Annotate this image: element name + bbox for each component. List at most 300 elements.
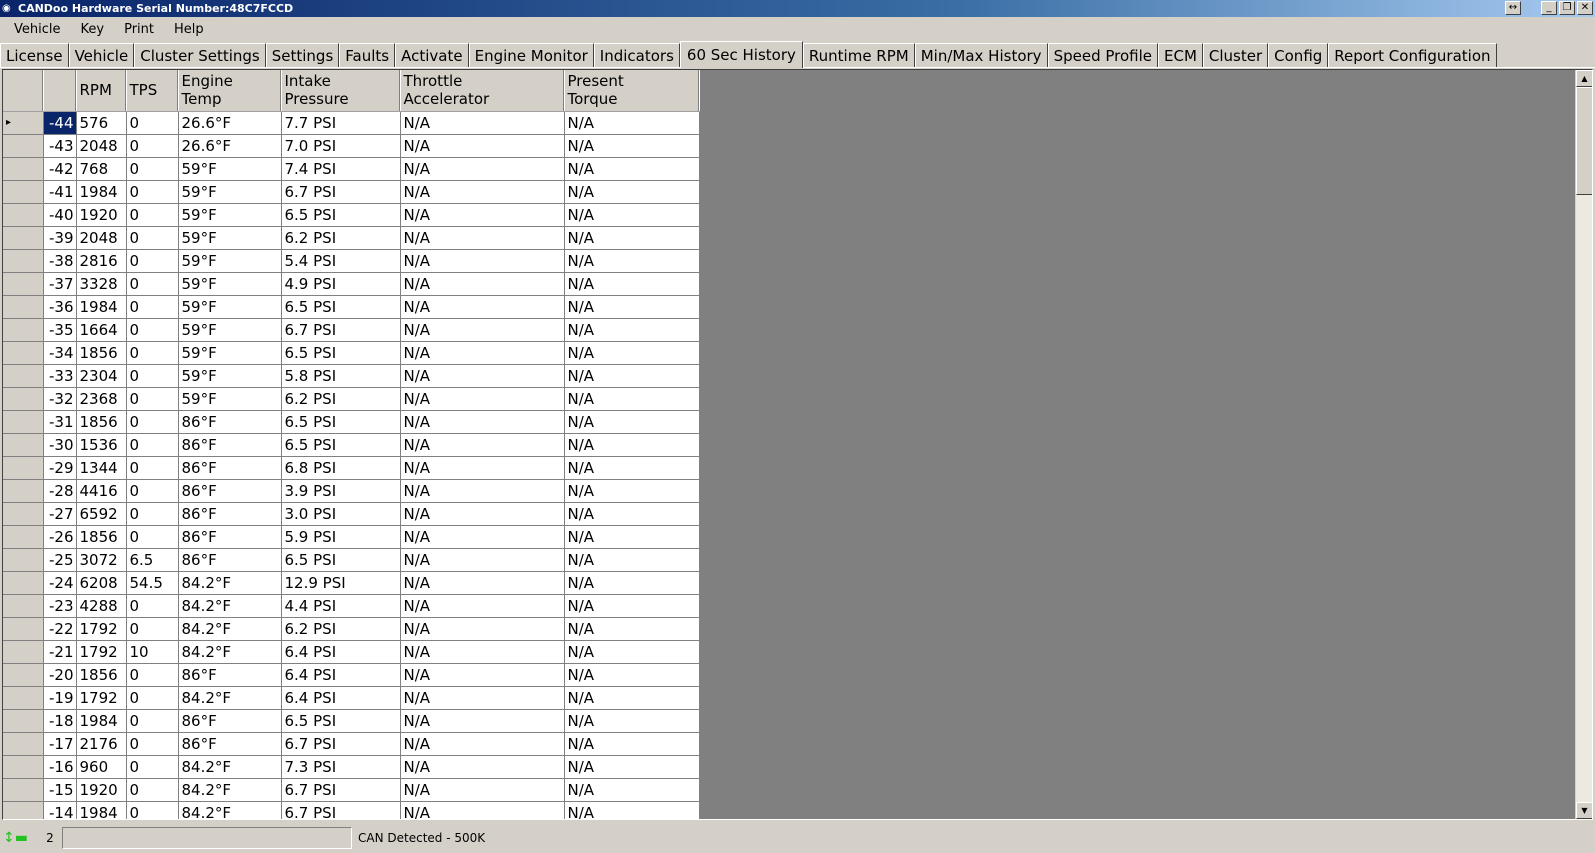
table-cell[interactable]: 0: [126, 755, 178, 778]
table-cell[interactable]: 0: [126, 709, 178, 732]
table-cell[interactable]: 26.6°F: [178, 134, 281, 157]
table-cell[interactable]: 6.7 PSI: [281, 778, 400, 801]
table-cell[interactable]: 86°F: [178, 548, 281, 571]
table-cell[interactable]: 960: [76, 755, 126, 778]
table-cell[interactable]: -30: [43, 433, 76, 456]
table-cell[interactable]: 6208: [76, 571, 126, 594]
table-row[interactable]: [3, 571, 699, 594]
table-cell[interactable]: 12.9 PSI: [281, 571, 400, 594]
table-cell[interactable]: 6.4 PSI: [281, 663, 400, 686]
row-selector[interactable]: [3, 571, 43, 594]
table-row[interactable]: [3, 249, 699, 272]
row-selector[interactable]: [3, 755, 43, 778]
table-row[interactable]: [3, 709, 699, 732]
tab-indicators[interactable]: Indicators: [594, 43, 680, 67]
table-cell[interactable]: 2048: [76, 226, 126, 249]
table-cell[interactable]: N/A: [400, 433, 564, 456]
table-cell[interactable]: 84.2°F: [178, 778, 281, 801]
table-cell[interactable]: 0: [126, 111, 178, 134]
table-cell[interactable]: N/A: [400, 640, 564, 663]
table-cell[interactable]: N/A: [400, 755, 564, 778]
table-cell[interactable]: 59°F: [178, 341, 281, 364]
table-cell[interactable]: 59°F: [178, 318, 281, 341]
table-row[interactable]: [3, 433, 699, 456]
table-cell[interactable]: -18: [43, 709, 76, 732]
table-cell[interactable]: -44: [43, 111, 76, 134]
table-cell[interactable]: N/A: [400, 617, 564, 640]
table-cell[interactable]: N/A: [400, 571, 564, 594]
table-cell[interactable]: -22: [43, 617, 76, 640]
table-row[interactable]: [3, 203, 699, 226]
tab-engine-monitor[interactable]: Engine Monitor: [469, 43, 594, 67]
row-selector[interactable]: [3, 272, 43, 295]
table-cell[interactable]: 86°F: [178, 663, 281, 686]
column-header[interactable]: Throttle Accelerator: [400, 70, 564, 111]
tab-license[interactable]: License: [0, 43, 69, 67]
table-cell[interactable]: 1920: [76, 203, 126, 226]
table-cell[interactable]: 0: [126, 295, 178, 318]
table-cell[interactable]: N/A: [400, 801, 564, 820]
row-selector[interactable]: [3, 456, 43, 479]
table-cell[interactable]: 6592: [76, 502, 126, 525]
table-cell[interactable]: 59°F: [178, 249, 281, 272]
row-selector[interactable]: [3, 617, 43, 640]
table-cell[interactable]: 59°F: [178, 157, 281, 180]
table-cell[interactable]: 86°F: [178, 433, 281, 456]
table-cell[interactable]: N/A: [564, 502, 699, 525]
row-selector[interactable]: [3, 134, 43, 157]
table-cell[interactable]: -24: [43, 571, 76, 594]
row-selector[interactable]: [3, 778, 43, 801]
row-selector[interactable]: [3, 295, 43, 318]
table-row[interactable]: [3, 525, 699, 548]
table-cell[interactable]: 6.4 PSI: [281, 686, 400, 709]
table-cell[interactable]: 0: [126, 249, 178, 272]
table-cell[interactable]: 0: [126, 686, 178, 709]
table-cell[interactable]: 7.4 PSI: [281, 157, 400, 180]
row-selector[interactable]: [3, 663, 43, 686]
table-row[interactable]: [3, 111, 699, 134]
table-cell[interactable]: N/A: [564, 387, 699, 410]
table-cell[interactable]: 86°F: [178, 410, 281, 433]
table-cell[interactable]: N/A: [400, 778, 564, 801]
table-cell[interactable]: 2816: [76, 249, 126, 272]
table-cell[interactable]: 0: [126, 364, 178, 387]
table-cell[interactable]: 2048: [76, 134, 126, 157]
table-cell[interactable]: 0: [126, 732, 178, 755]
table-cell[interactable]: -21: [43, 640, 76, 663]
table-row[interactable]: [3, 410, 699, 433]
table-row[interactable]: [3, 180, 699, 203]
table-cell[interactable]: 6.7 PSI: [281, 318, 400, 341]
table-cell[interactable]: 1664: [76, 318, 126, 341]
table-cell[interactable]: -36: [43, 295, 76, 318]
table-cell[interactable]: N/A: [564, 456, 699, 479]
table-cell[interactable]: 0: [126, 410, 178, 433]
table-cell[interactable]: 26.6°F: [178, 111, 281, 134]
table-cell[interactable]: 59°F: [178, 180, 281, 203]
table-row[interactable]: [3, 318, 699, 341]
column-header[interactable]: Intake Pressure: [281, 70, 400, 111]
table-cell[interactable]: 84.2°F: [178, 594, 281, 617]
table-row[interactable]: [3, 755, 699, 778]
table-row[interactable]: [3, 134, 699, 157]
minimize-button[interactable]: _: [1541, 1, 1557, 15]
table-cell[interactable]: 59°F: [178, 226, 281, 249]
table-cell[interactable]: 86°F: [178, 479, 281, 502]
table-row[interactable]: [3, 594, 699, 617]
column-header[interactable]: Engine Temp: [178, 70, 281, 111]
table-cell[interactable]: 6.5 PSI: [281, 548, 400, 571]
table-row[interactable]: [3, 387, 699, 410]
table-cell[interactable]: 1920: [76, 778, 126, 801]
scroll-thumb[interactable]: [1576, 87, 1593, 195]
table-cell[interactable]: N/A: [564, 157, 699, 180]
table-cell[interactable]: 1856: [76, 525, 126, 548]
table-row[interactable]: [3, 272, 699, 295]
resize-icon[interactable]: ↔: [1505, 1, 1521, 15]
tab-ecm[interactable]: ECM: [1158, 43, 1203, 67]
table-cell[interactable]: 4288: [76, 594, 126, 617]
table-cell[interactable]: 6.5 PSI: [281, 410, 400, 433]
table-cell[interactable]: 0: [126, 433, 178, 456]
column-header[interactable]: [43, 70, 76, 111]
table-cell[interactable]: N/A: [400, 341, 564, 364]
table-cell[interactable]: N/A: [564, 295, 699, 318]
table-cell[interactable]: -27: [43, 502, 76, 525]
table-cell[interactable]: 54.5: [126, 571, 178, 594]
table-cell[interactable]: N/A: [400, 134, 564, 157]
tab-cluster[interactable]: Cluster: [1203, 43, 1268, 67]
table-cell[interactable]: N/A: [400, 318, 564, 341]
table-cell[interactable]: 0: [126, 594, 178, 617]
table-cell[interactable]: 10: [126, 640, 178, 663]
table-cell[interactable]: 59°F: [178, 387, 281, 410]
table-cell[interactable]: -39: [43, 226, 76, 249]
table-cell[interactable]: 2176: [76, 732, 126, 755]
table-cell[interactable]: 1792: [76, 617, 126, 640]
table-row[interactable]: [3, 364, 699, 387]
table-cell[interactable]: 0: [126, 387, 178, 410]
row-selector[interactable]: [3, 640, 43, 663]
table-cell[interactable]: N/A: [564, 272, 699, 295]
table-cell[interactable]: 2304: [76, 364, 126, 387]
table-cell[interactable]: N/A: [564, 732, 699, 755]
table-cell[interactable]: N/A: [564, 640, 699, 663]
table-cell[interactable]: 59°F: [178, 295, 281, 318]
table-cell[interactable]: N/A: [564, 594, 699, 617]
table-cell[interactable]: -26: [43, 525, 76, 548]
table-cell[interactable]: 1344: [76, 456, 126, 479]
table-cell[interactable]: N/A: [400, 226, 564, 249]
table-row[interactable]: [3, 686, 699, 709]
table-cell[interactable]: N/A: [564, 686, 699, 709]
table-cell[interactable]: 6.7 PSI: [281, 801, 400, 820]
table-cell[interactable]: 1792: [76, 640, 126, 663]
table-cell[interactable]: 1984: [76, 709, 126, 732]
table-row[interactable]: [3, 732, 699, 755]
table-cell[interactable]: N/A: [564, 617, 699, 640]
table-row[interactable]: [3, 157, 699, 180]
tab-runtime-rpm[interactable]: Runtime RPM: [803, 43, 915, 67]
table-row[interactable]: [3, 640, 699, 663]
table-cell[interactable]: 7.3 PSI: [281, 755, 400, 778]
current-row-arrow-icon[interactable]: ▸: [3, 111, 43, 134]
table-cell[interactable]: -32: [43, 387, 76, 410]
menu-print[interactable]: Print: [124, 21, 154, 37]
table-cell[interactable]: 59°F: [178, 203, 281, 226]
table-cell[interactable]: N/A: [564, 571, 699, 594]
table-cell[interactable]: N/A: [400, 272, 564, 295]
table-cell[interactable]: N/A: [400, 111, 564, 134]
row-selector[interactable]: [3, 157, 43, 180]
table-row[interactable]: [3, 295, 699, 318]
table-cell[interactable]: 84.2°F: [178, 571, 281, 594]
table-cell[interactable]: N/A: [400, 479, 564, 502]
table-cell[interactable]: 0: [126, 525, 178, 548]
table-cell[interactable]: 1856: [76, 410, 126, 433]
table-cell[interactable]: 3.9 PSI: [281, 479, 400, 502]
table-cell[interactable]: N/A: [400, 157, 564, 180]
table-cell[interactable]: N/A: [564, 663, 699, 686]
table-cell[interactable]: 0: [126, 456, 178, 479]
table-cell[interactable]: -37: [43, 272, 76, 295]
row-selector[interactable]: [3, 525, 43, 548]
row-selector[interactable]: [3, 387, 43, 410]
scroll-up-icon[interactable]: ▲: [1576, 70, 1593, 87]
table-cell[interactable]: 4416: [76, 479, 126, 502]
row-selector[interactable]: [3, 410, 43, 433]
table-cell[interactable]: -38: [43, 249, 76, 272]
table-row[interactable]: [3, 778, 699, 801]
row-selector[interactable]: [3, 249, 43, 272]
table-row[interactable]: [3, 801, 699, 820]
table-row[interactable]: [3, 617, 699, 640]
table-cell[interactable]: -34: [43, 341, 76, 364]
tab-cluster-settings[interactable]: Cluster Settings: [134, 43, 266, 67]
table-row[interactable]: [3, 226, 699, 249]
tab-min-max-history[interactable]: Min/Max History: [915, 43, 1048, 67]
table-cell[interactable]: 0: [126, 180, 178, 203]
table-cell[interactable]: 6.5 PSI: [281, 341, 400, 364]
scroll-down-icon[interactable]: ▼: [1576, 802, 1593, 819]
table-cell[interactable]: -33: [43, 364, 76, 387]
table-cell[interactable]: 7.7 PSI: [281, 111, 400, 134]
table-cell[interactable]: 84.2°F: [178, 801, 281, 820]
table-cell[interactable]: -28: [43, 479, 76, 502]
table-row[interactable]: [3, 548, 699, 571]
menu-key[interactable]: Key: [80, 21, 105, 37]
table-cell[interactable]: -42: [43, 157, 76, 180]
table-cell[interactable]: 1856: [76, 663, 126, 686]
table-cell[interactable]: 576: [76, 111, 126, 134]
tab-speed-profile[interactable]: Speed Profile: [1048, 43, 1158, 67]
row-selector[interactable]: [3, 479, 43, 502]
table-row[interactable]: [3, 502, 699, 525]
table-row[interactable]: [3, 456, 699, 479]
table-cell[interactable]: N/A: [564, 203, 699, 226]
table-cell[interactable]: N/A: [564, 548, 699, 571]
tab-activate[interactable]: Activate: [395, 43, 468, 67]
table-cell[interactable]: 6.8 PSI: [281, 456, 400, 479]
row-selector[interactable]: [3, 594, 43, 617]
row-selector[interactable]: [3, 502, 43, 525]
table-cell[interactable]: -20: [43, 663, 76, 686]
table-cell[interactable]: 0: [126, 203, 178, 226]
tab-config[interactable]: Config: [1268, 43, 1328, 67]
table-cell[interactable]: 3072: [76, 548, 126, 571]
table-cell[interactable]: 5.9 PSI: [281, 525, 400, 548]
table-cell[interactable]: 4.9 PSI: [281, 272, 400, 295]
table-cell[interactable]: 0: [126, 801, 178, 820]
table-cell[interactable]: 6.5 PSI: [281, 433, 400, 456]
table-cell[interactable]: 0: [126, 479, 178, 502]
table-cell[interactable]: -14: [43, 801, 76, 820]
table-cell[interactable]: -25: [43, 548, 76, 571]
table-cell[interactable]: 86°F: [178, 709, 281, 732]
table-cell[interactable]: -23: [43, 594, 76, 617]
table-cell[interactable]: N/A: [564, 180, 699, 203]
table-cell[interactable]: 0: [126, 226, 178, 249]
table-cell[interactable]: 59°F: [178, 272, 281, 295]
table-cell[interactable]: N/A: [564, 755, 699, 778]
table-cell[interactable]: 6.4 PSI: [281, 640, 400, 663]
table-cell[interactable]: 86°F: [178, 456, 281, 479]
row-selector[interactable]: [3, 203, 43, 226]
table-cell[interactable]: 59°F: [178, 364, 281, 387]
column-header[interactable]: Present Torque: [564, 70, 699, 111]
table-cell[interactable]: 86°F: [178, 732, 281, 755]
menu-help[interactable]: Help: [173, 21, 204, 37]
table-cell[interactable]: 3328: [76, 272, 126, 295]
table-cell[interactable]: 0: [126, 134, 178, 157]
row-selector[interactable]: [3, 709, 43, 732]
table-cell[interactable]: 86°F: [178, 525, 281, 548]
row-selector[interactable]: [3, 180, 43, 203]
table-cell[interactable]: N/A: [400, 249, 564, 272]
table-cell[interactable]: 6.7 PSI: [281, 732, 400, 755]
table-cell[interactable]: N/A: [564, 410, 699, 433]
table-cell[interactable]: N/A: [400, 525, 564, 548]
menu-vehicle[interactable]: Vehicle: [14, 21, 61, 37]
row-selector[interactable]: [3, 226, 43, 249]
table-cell[interactable]: N/A: [400, 364, 564, 387]
vertical-scrollbar[interactable]: [1575, 70, 1592, 819]
table-cell[interactable]: 6.2 PSI: [281, 387, 400, 410]
table-cell[interactable]: 6.2 PSI: [281, 617, 400, 640]
table-cell[interactable]: -41: [43, 180, 76, 203]
table-cell[interactable]: N/A: [564, 709, 699, 732]
table-cell[interactable]: N/A: [564, 226, 699, 249]
table-cell[interactable]: N/A: [564, 134, 699, 157]
table-cell[interactable]: N/A: [400, 548, 564, 571]
table-cell[interactable]: 6.5 PSI: [281, 203, 400, 226]
table-cell[interactable]: N/A: [564, 778, 699, 801]
table-cell[interactable]: N/A: [400, 456, 564, 479]
table-cell[interactable]: N/A: [400, 686, 564, 709]
row-selector[interactable]: [3, 548, 43, 571]
table-cell[interactable]: N/A: [564, 318, 699, 341]
table-cell[interactable]: 6.5 PSI: [281, 295, 400, 318]
table-row[interactable]: [3, 479, 699, 502]
row-selector[interactable]: [3, 341, 43, 364]
table-cell[interactable]: 7.0 PSI: [281, 134, 400, 157]
table-cell[interactable]: -15: [43, 778, 76, 801]
row-selector[interactable]: [3, 686, 43, 709]
tab-settings[interactable]: Settings: [266, 43, 340, 67]
table-cell[interactable]: N/A: [400, 387, 564, 410]
table-cell[interactable]: 0: [126, 502, 178, 525]
tab-vehicle[interactable]: Vehicle: [69, 43, 135, 67]
table-cell[interactable]: N/A: [564, 341, 699, 364]
close-button[interactable]: ✕: [1577, 1, 1593, 15]
table-cell[interactable]: N/A: [400, 594, 564, 617]
table-cell[interactable]: -19: [43, 686, 76, 709]
table-cell[interactable]: 2368: [76, 387, 126, 410]
table-cell[interactable]: 6.5 PSI: [281, 709, 400, 732]
tab-faults[interactable]: Faults: [339, 43, 395, 67]
row-selector[interactable]: [3, 801, 43, 820]
table-cell[interactable]: 84.2°F: [178, 686, 281, 709]
tab-report-configuration[interactable]: Report Configuration: [1328, 43, 1496, 67]
table-cell[interactable]: 0: [126, 157, 178, 180]
table-cell[interactable]: 0: [126, 272, 178, 295]
row-selector[interactable]: [3, 732, 43, 755]
table-cell[interactable]: N/A: [564, 111, 699, 134]
table-cell[interactable]: N/A: [400, 709, 564, 732]
table-cell[interactable]: 0: [126, 318, 178, 341]
table-cell[interactable]: 3.0 PSI: [281, 502, 400, 525]
table-cell[interactable]: 5.8 PSI: [281, 364, 400, 387]
table-cell[interactable]: N/A: [400, 295, 564, 318]
table-cell[interactable]: 86°F: [178, 502, 281, 525]
column-header[interactable]: RPM: [76, 70, 126, 111]
table-cell[interactable]: -43: [43, 134, 76, 157]
table-row[interactable]: [3, 663, 699, 686]
restore-button[interactable]: ❐: [1559, 1, 1575, 15]
table-cell[interactable]: N/A: [564, 249, 699, 272]
table-cell[interactable]: N/A: [400, 732, 564, 755]
column-header[interactable]: TPS: [126, 70, 178, 111]
table-cell[interactable]: 0: [126, 778, 178, 801]
table-cell[interactable]: N/A: [564, 479, 699, 502]
table-cell[interactable]: N/A: [400, 410, 564, 433]
table-cell[interactable]: 1536: [76, 433, 126, 456]
table-cell[interactable]: 0: [126, 663, 178, 686]
table-cell[interactable]: 1984: [76, 180, 126, 203]
table-cell[interactable]: -17: [43, 732, 76, 755]
table-cell[interactable]: N/A: [400, 502, 564, 525]
table-cell[interactable]: 1792: [76, 686, 126, 709]
table-cell[interactable]: 84.2°F: [178, 755, 281, 778]
table-cell[interactable]: N/A: [564, 364, 699, 387]
table-cell[interactable]: -16: [43, 755, 76, 778]
table-cell[interactable]: 0: [126, 617, 178, 640]
table-cell[interactable]: -29: [43, 456, 76, 479]
row-selector[interactable]: [3, 433, 43, 456]
table-cell[interactable]: N/A: [400, 180, 564, 203]
table-cell[interactable]: -35: [43, 318, 76, 341]
table-cell[interactable]: 4.4 PSI: [281, 594, 400, 617]
table-cell[interactable]: 6.2 PSI: [281, 226, 400, 249]
table-cell[interactable]: 1984: [76, 295, 126, 318]
table-cell[interactable]: 0: [126, 341, 178, 364]
table-cell[interactable]: 768: [76, 157, 126, 180]
table-cell[interactable]: N/A: [400, 203, 564, 226]
table-cell[interactable]: -31: [43, 410, 76, 433]
tab-60-sec-history[interactable]: 60 Sec History: [680, 41, 803, 68]
row-selector[interactable]: [3, 318, 43, 341]
